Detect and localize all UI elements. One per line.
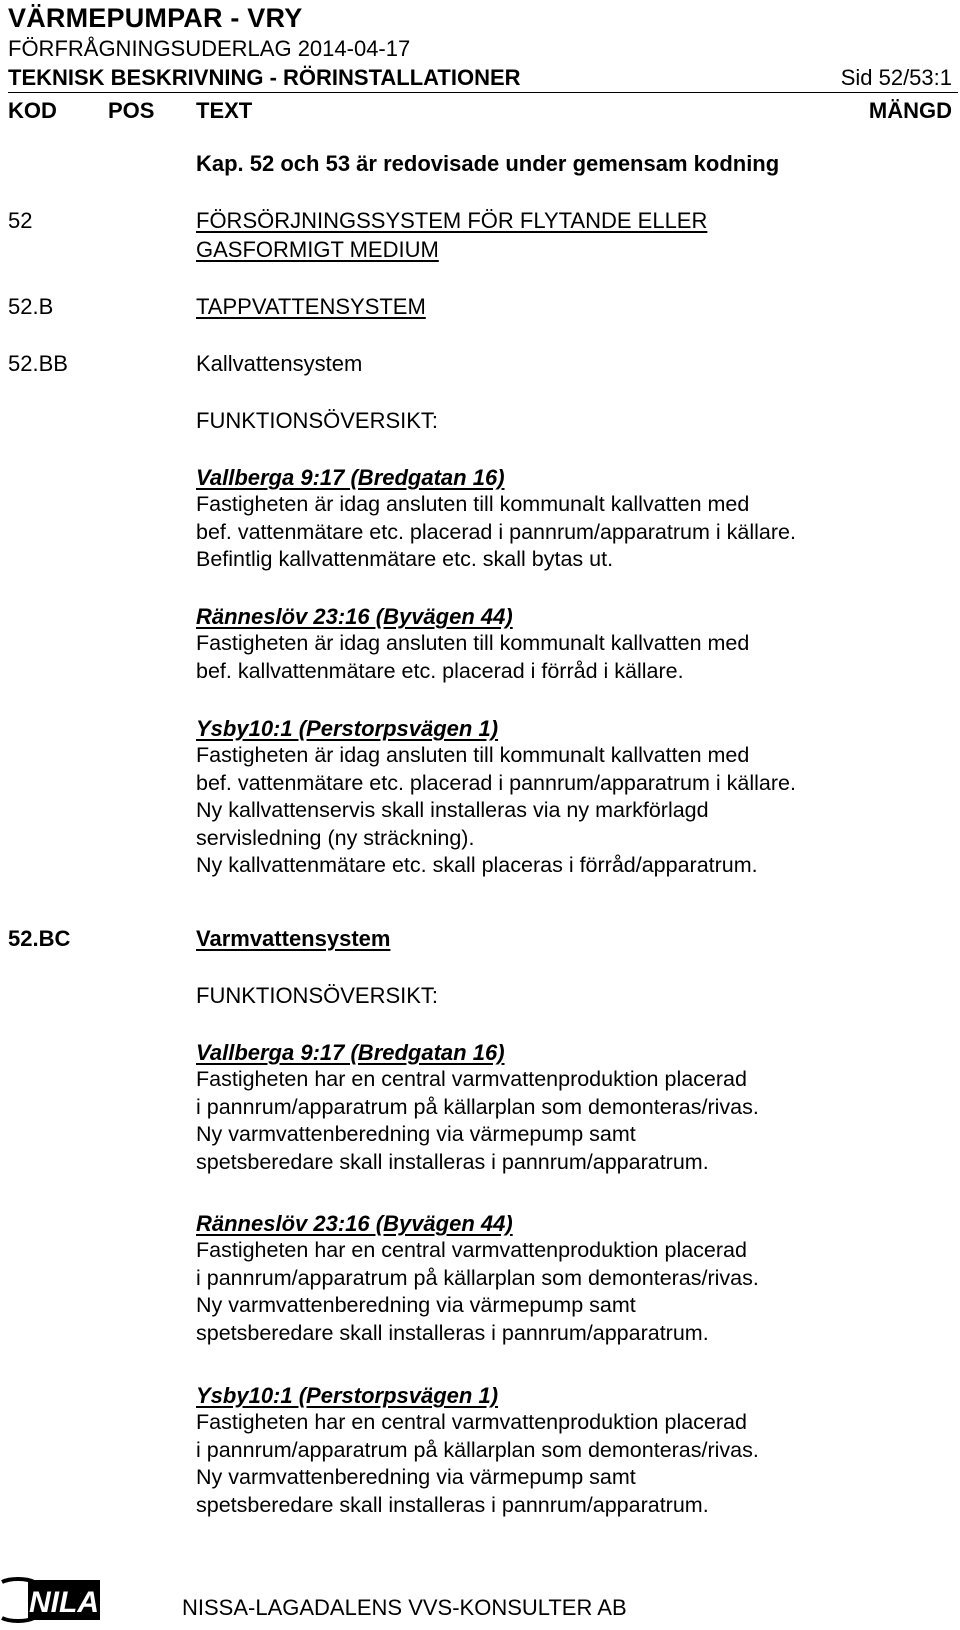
heading-52b: TAPPVATTENSYSTEM	[196, 294, 426, 319]
header-divider	[8, 92, 958, 93]
property-heading: Ysby10:1 (Perstorpsvägen 1)	[196, 1383, 499, 1408]
property-description: Fastigheten har en central varmvattenproduktion placerad i pannrum/apparatrum på källarplan som demonteras/rivas. Ny varmvattenberedning via värmepump samt spetsberedare skall installeras i pannrum/apparatrum.	[196, 1410, 759, 1517]
column-pos: POS	[108, 98, 155, 123]
code-52bc: 52.BC	[8, 926, 71, 951]
heading-52-line2: GASFORMIGT MEDIUM	[196, 237, 439, 262]
document-subtitle: FÖRFRÅGNINGSUDERLAG 2014-04-17	[8, 36, 411, 61]
code-52: 52	[8, 208, 33, 233]
document-title: VÄRMEPUMPAR - VRY	[8, 3, 303, 33]
property-description: Fastigheten är idag ansluten till kommunalt kallvatten med bef. vattenmätare etc. placerad i pannrum/apparatrum i källare. Ny kallvattenservis skall installeras via ny markförlagd servisledning (ny sträckning). Ny kallvattenmätare etc. skall placeras i förråd/apparatrum.	[196, 743, 796, 877]
overview-label-52bc: FUNKTIONSÖVERSIKT:	[196, 983, 439, 1008]
overview-label-52bb: FUNKTIONSÖVERSIKT:	[196, 408, 439, 433]
column-mangd: MÄNGD	[868, 98, 952, 123]
section-title: TEKNISK BESKRIVNING - RÖRINSTALLATIONER	[8, 65, 521, 90]
property-description: Fastigheten är idag ansluten till kommunalt kallvatten med bef. kallvattenmätare etc. placerad i förråd i källare.	[196, 631, 750, 683]
property-heading: Ränneslöv 23:16 (Byvägen 44)	[196, 1211, 513, 1236]
nila-logo	[0, 1576, 104, 1629]
property-heading: Ränneslöv 23:16 (Byvägen 44)	[196, 604, 513, 629]
property-description: Fastigheten har en central varmvattenproduktion placerad i pannrum/apparatrum på källarplan som demonteras/rivas. Ny varmvattenberedning via värmepump samt spetsberedare skall installeras i pannrum/apparatrum.	[196, 1238, 759, 1345]
heading-52bb: Kallvattensystem	[196, 351, 363, 376]
heading-52bc: Varmvattensystem	[196, 926, 391, 951]
heading-52-line1: FÖRSÖRJNINGSSYSTEM FÖR FLYTANDE ELLER	[196, 208, 708, 233]
code-52b: 52.B	[8, 294, 54, 319]
code-52bb: 52.BB	[8, 351, 68, 376]
property-description: Fastigheten är idag ansluten till kommunalt kallvatten med bef. vattenmätare etc. placerad i pannrum/apparatrum i källare. Befintlig kallvattenmätare etc. skall bytas ut.	[196, 492, 796, 571]
property-heading: Vallberga 9:17 (Bredgatan 16)	[196, 1040, 505, 1065]
column-kod: KOD	[8, 98, 57, 123]
page-number: Sid 52/53:1	[840, 65, 952, 90]
property-description: Fastigheten har en central varmvattenproduktion placerad i pannrum/apparatrum på källarplan som demonteras/rivas. Ny varmvattenberedning via värmepump samt spetsberedare skall installeras i pannrum/apparatrum.	[196, 1067, 759, 1174]
property-heading: Ysby10:1 (Perstorpsvägen 1)	[196, 716, 499, 741]
intro-note: Kap. 52 och 53 är redovisade under gemensam kodning	[196, 151, 780, 176]
column-text: TEXT	[196, 98, 253, 123]
property-heading: Vallberga 9:17 (Bredgatan 16)	[196, 465, 505, 490]
logo-text: NILA	[29, 1586, 99, 1619]
company-name: NISSA-LAGADALENS VVS-KONSULTER AB	[182, 1595, 627, 1620]
